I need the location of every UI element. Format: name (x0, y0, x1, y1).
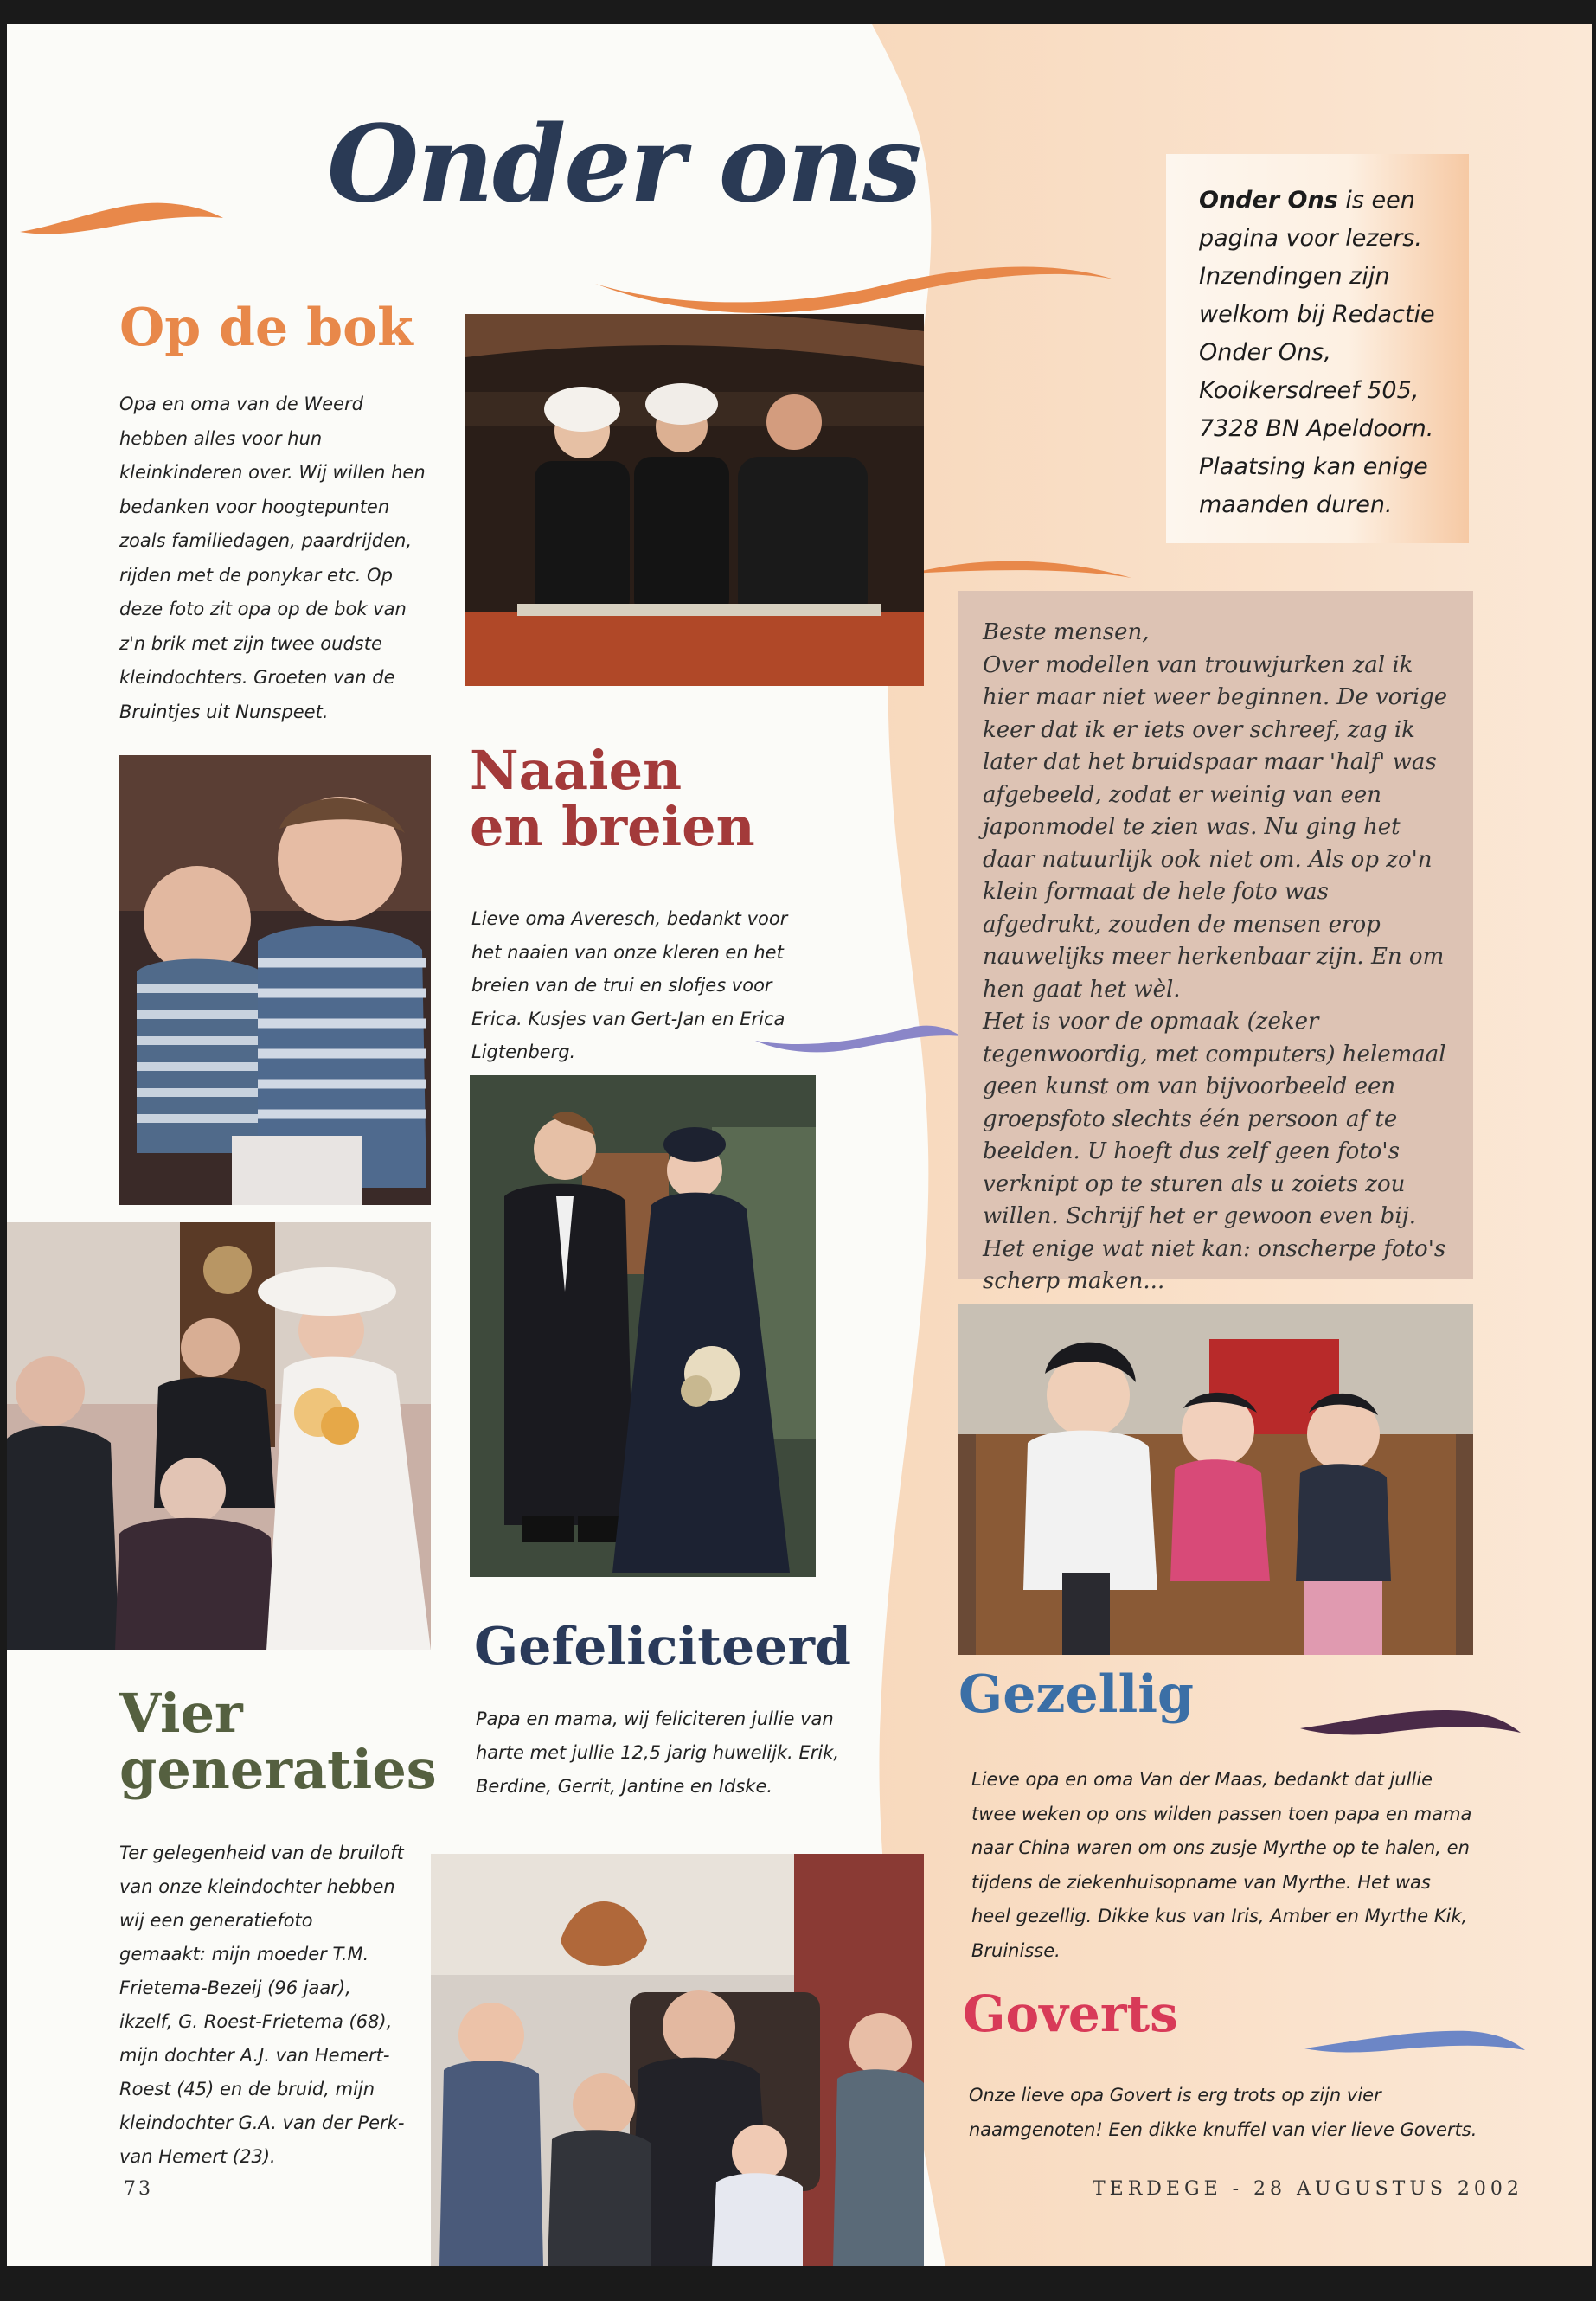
info-box-body: is een pagina voor lezers. Inzendingen zijn welkom bij Redactie Onder Ons, Kooikersdreef 505, 7328 BN Apeldoorn. Plaatsing kan enige maanden duren. (1199, 187, 1435, 518)
heading-gezellig: Gezellig (958, 1664, 1194, 1725)
page-title: Onder ons (327, 101, 920, 226)
orange-swash-left (20, 189, 228, 249)
text-op-de-bok: Opa en oma van de Weerd hebben alles voor hun kleinkinderen over. Wij willen hen bedanken voor hoogtepunten zoals familiedagen, paardrijden, rijden met de ponykar etc. Op deze foto zit opa op de bok van z'n brik met zijn twee oudste kleindochters. Groeten van de Bruintjes uit Nunspeet. (119, 394, 426, 722)
magazine-page (7, 24, 1592, 2266)
blue-swash (1304, 2014, 1529, 2066)
letter-greeting: Beste mensen, (983, 619, 1150, 645)
text-gezellig: Lieve opa en oma Van der Maas, bedankt dat jullie twee weken op ons wilden passen toen papa en mama naar China waren om ons zusje Myrthe op te halen, en tijdens de ziekenhuisopname van Myrthe. Het was heel gezellig. Dikke kus van Iris, Amber en Myrthe Kik, Bruinisse. (971, 1769, 1472, 1961)
letter-paragraph-2: Het is voor de opmaak (zeker tegenwoordig, met computers) helemaal geen kunst om van bijvoorbeeld een groepsfoto slechts één persoon af te beelden. U hoeft dus zelf geen foto's verknipt op te sturen als u zoiets zou willen. Schrijf het er gewoon even bij. Het enige wat niet kan: onscherpe foto's scherp maken... (983, 1009, 1446, 1294)
heading-vier-generaties (119, 1682, 437, 1802)
photo-vier-generaties (7, 1222, 431, 1650)
heading-vier-line1: Vier (119, 1682, 243, 1745)
plum-swash (1300, 1689, 1525, 1750)
heading-gefeliciteerd: Gefeliciteerd (474, 1617, 851, 1677)
editor-letter (958, 591, 1473, 1294)
info-box-text (1166, 154, 1469, 524)
heading-op-de-bok: Op de bok (119, 298, 413, 358)
photo-gezellig (958, 1304, 1473, 1655)
info-box (1166, 154, 1469, 543)
text-naaien: Lieve oma Averesch, bedankt voor het naaien van onze kleren en het breien van de trui en slofjes voor Erica. Kusjes van Gert-Jan en Erica Ligtenberg. (471, 908, 788, 1062)
orange-swash-mid (911, 543, 1136, 595)
photo-goverts (431, 1854, 924, 2266)
letter-paragraph-1: Over modellen van trouwjurken zal ik hier maar niet weer beginnen. De vorige keer dat ik er iets over schreef, zag ik later dat het bruidspaar maar 'half' was afgebeeld, zodat er weinig van een japonmodel te zien was. Nu ging het daar natuurlijk ook niet om. Als op zo'n klein formaat de hele foto was afgedrukt, zouden de mensen erop nauwelijks meer herkenbaar zijn. En om hen gaat het wèl. (983, 651, 1448, 1003)
photo-op-de-bok (465, 314, 924, 686)
text-vier-generaties: Ter gelegenheid van de bruiloft van onze kleindochter hebben wij een generatiefoto gemaakt: mijn moeder T.M. Frietema-Bezeij (96 jaar), ikzelf, G. Roest-Frietema (68), mijn dochter A.J. van Hemert-Roest (45) en de bruid, mijn kleindochter G.A. van der Perk-van Hemert (23). (119, 1843, 405, 2167)
publication-footer: TERDEGE - 28 AUGUSTUS 2002 (1093, 2178, 1523, 2200)
heading-goverts: Goverts (963, 1984, 1178, 2043)
text-gefeliciteerd: Papa en mama, wij feliciteren jullie van harte met jullie 12,5 jarig huwelijk. Erik, Berdine, Gerrit, Jantine en Idske. (476, 1708, 840, 1797)
photo-toddlers (119, 755, 431, 1205)
info-box-name: Onder Ons (1199, 187, 1338, 214)
heading-naaien-line2: en breien (470, 795, 755, 859)
heading-vier-line2: generaties (119, 1738, 437, 1802)
photo-bruidspaar (470, 1075, 816, 1577)
heading-naaien-line1: Naaien (470, 739, 683, 802)
page-number: 73 (124, 2178, 153, 2200)
heading-naaien (470, 739, 755, 859)
text-goverts: Onze lieve opa Govert is erg trots op zijn vier naamgenoten! Een dikke knuffel van vier lieve Goverts. (969, 2085, 1477, 2140)
